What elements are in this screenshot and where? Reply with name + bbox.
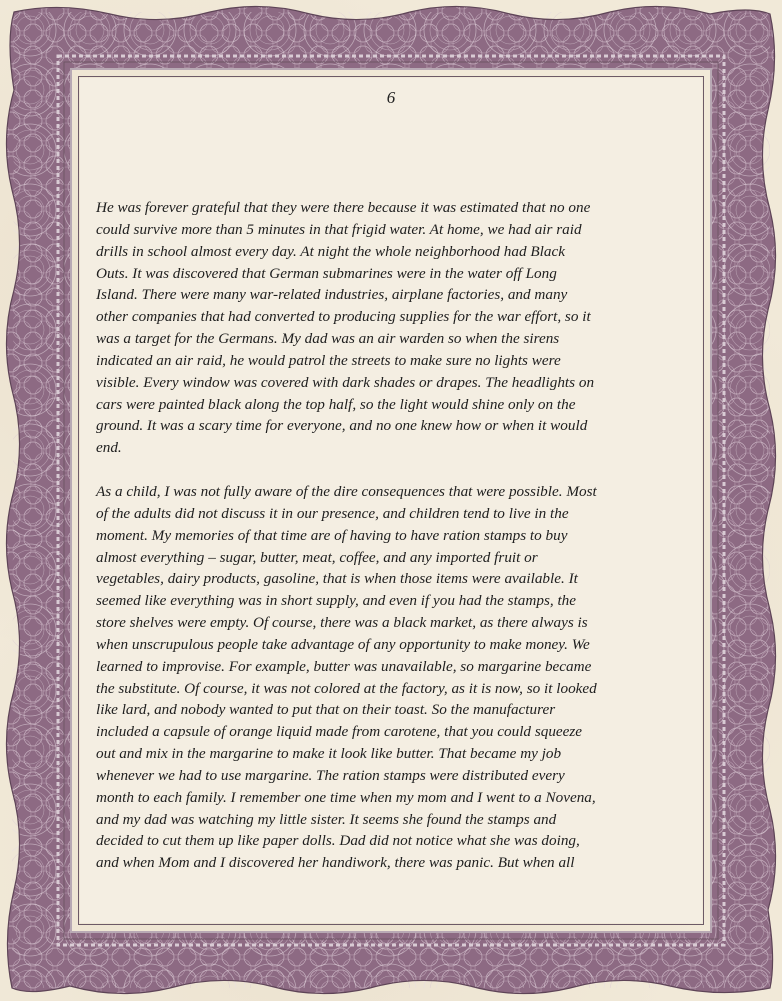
text-line: drills in school almost every day. At night the whole neighborhood had Black (96, 242, 565, 260)
body-text (96, 197, 696, 874)
text-line: He was forever grateful that they were there because it was estimated that no one (96, 199, 591, 216)
text-line: ground. It was a scary time for everyone, and no one knew how or when it would (96, 417, 588, 435)
text-line: other companies that had converted to producing supplies for the war effort, so it (96, 308, 591, 326)
text-line: end. (96, 439, 122, 457)
text-line: seemed like everything was in short supply, and even if you had the stamps, the (96, 592, 576, 610)
text-line: and when Mom and I discovered her handiwork, there was panic. But when all (96, 854, 575, 872)
page-number: 6 (386, 88, 396, 107)
text-line: store shelves were empty. Of course, there was a black market, as there always is (96, 614, 588, 632)
paragraph-1 (96, 197, 696, 459)
text-line: could survive more than 5 minutes in that frigid water. At home, we had air raid (96, 220, 582, 238)
text-line: learned to improvise. For example, butter was unavailable, so margarine became (96, 657, 592, 675)
text-line: whenever we had to use margarine. The ration stamps were distributed every (96, 766, 565, 784)
text-line: almost everything – sugar, butter, meat, coffee, and any imported fruit or (96, 548, 538, 566)
paragraph-2 (96, 481, 696, 874)
text-line: was a target for the Germans. My dad was an air warden so when the sirens (96, 330, 560, 348)
text-line: when unscrupulous people take advantage of any opportunity to make money. We (96, 635, 590, 653)
text-line: vegetables, dairy products, gasoline, that is when those items were available. It (96, 570, 578, 588)
text-line: indicated an air raid, he would patrol the streets to make sure no lights were (96, 351, 561, 369)
text-line: included a capsule of orange liquid made from carotene, that you could squeeze (96, 723, 583, 741)
text-line: of the adults did not discuss it in our presence, and children tend to live in the (96, 504, 569, 522)
text-line: out and mix in the margarine to make it look like butter. That became my job (96, 745, 562, 763)
text-line: moment. My memories of that time are of having to have ration stamps to buy (96, 526, 568, 544)
text-line: month to each family. I remember one time when my mom and I went to a Novena, (96, 788, 596, 806)
text-line: and my dad was watching my little sister. It seems she found the stamps and (96, 810, 557, 828)
text-line: Outs. It was discovered that German submarines were in the water off Long (96, 264, 557, 282)
text-line: cars were painted black along the top half, so the light would shine only on the (96, 395, 576, 413)
text-line: As a child, I was not fully aware of the dire consequences that were possible. Most (96, 482, 597, 500)
text-line: like lard, and nobody wanted to put that on their toast. So the manufacturer (96, 701, 556, 719)
text-line: the substitute. Of course, it was not colored at the factory, as it is now, so it looked (96, 679, 597, 697)
text-line: visible. Every window was covered with dark shades or drapes. The headlights on (96, 373, 595, 391)
text-line: Island. There were many war-related industries, airplane factories, and many (96, 286, 568, 304)
text-line: decided to cut them up like paper dolls. Dad did not notice what she was doing, (96, 832, 580, 850)
